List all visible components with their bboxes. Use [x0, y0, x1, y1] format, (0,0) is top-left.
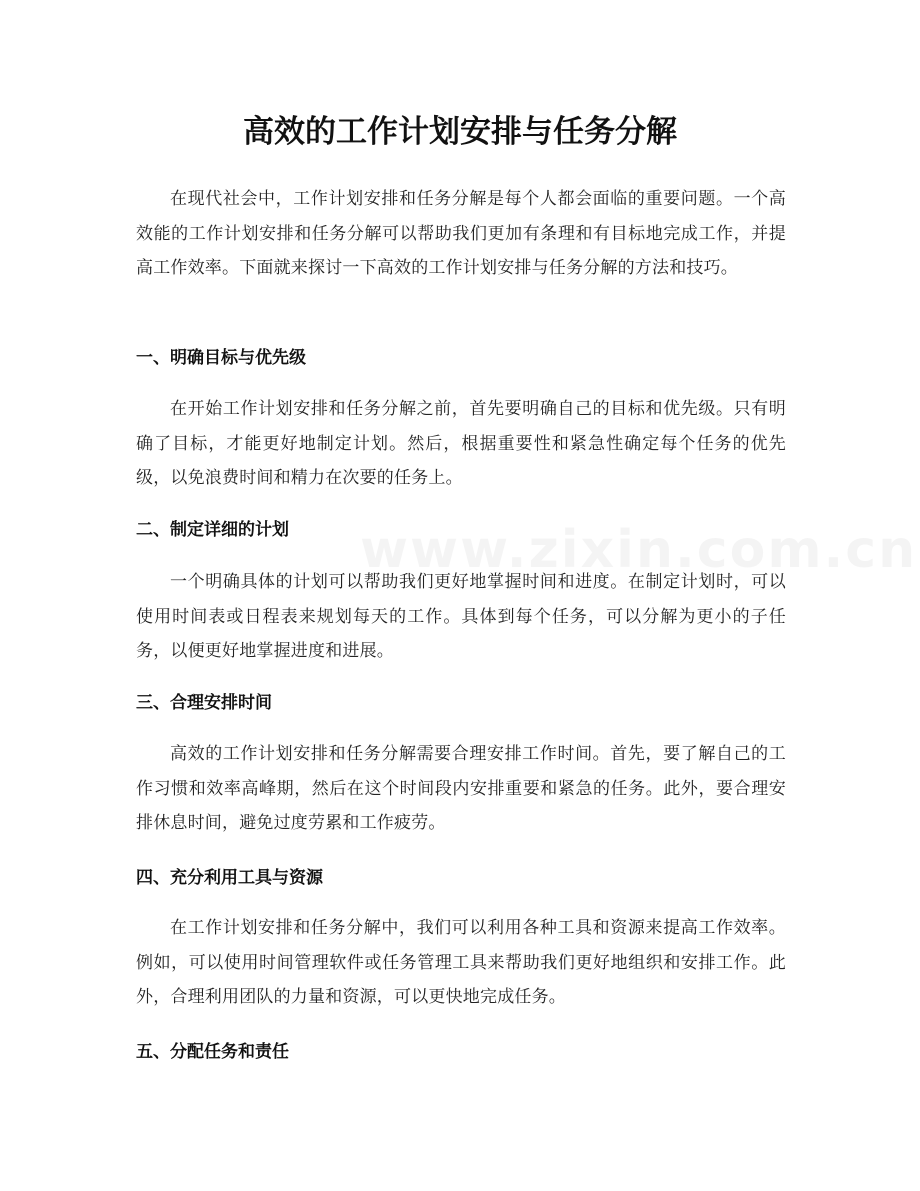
section-heading-3: 三、合理安排时间 — [136, 693, 272, 713]
intro-paragraph: 在现代社会中，工作计划安排和任务分解是每个人都会面临的重要问题。一个高效能的工作计划安排和任务分解可以帮助我们更加有条理和有目标地完成工作，并提高工作效率。下面就来探讨一下高效的工作计划安排与任务分解的方法和技巧。 — [136, 189, 786, 279]
section-heading-1: 一、明确目标与优先级 — [136, 348, 306, 368]
section-heading-2: 二、制定详细的计划 — [136, 520, 289, 540]
section-heading-5: 五、分配任务和责任 — [136, 1042, 289, 1062]
section-body-2: 一个明确具体的计划可以帮助我们更好地掌握时间和进度。在制定计划时，可以使用时间表或日程表来规划每天的工作。具体到每个任务，可以分解为更小的子任务，以便更好地掌握进度和进展。 — [136, 572, 786, 662]
section-body-1: 在开始工作计划安排和任务分解之前，首先要明确自己的目标和优先级。只有明确了目标，才能更好地制定计划。然后，根据重要性和紧急性确定每个任务的优先级，以免浪费时间和精力在次要的任务上。 — [136, 399, 786, 489]
section-heading-4: 四、充分利用工具与资源 — [136, 868, 323, 888]
section-body-3: 高效的工作计划安排和任务分解需要合理安排工作时间。首先，要了解自己的工作习惯和效率高峰期，然后在这个时间段内安排重要和紧急的任务。此外，要合理安排休息时间，避免过度劳累和工作疲劳。 — [136, 744, 786, 834]
section-body-4: 在工作计划安排和任务分解中，我们可以利用各种工具和资源来提高工作效率。例如，可以使用时间管理软件或任务管理工具来帮助我们更好地组织和安排工作。此外，合理利用团队的力量和资源，可以更快地完成任务。 — [136, 918, 786, 1008]
document-title: 高效的工作计划安排与任务分解 — [243, 114, 677, 150]
